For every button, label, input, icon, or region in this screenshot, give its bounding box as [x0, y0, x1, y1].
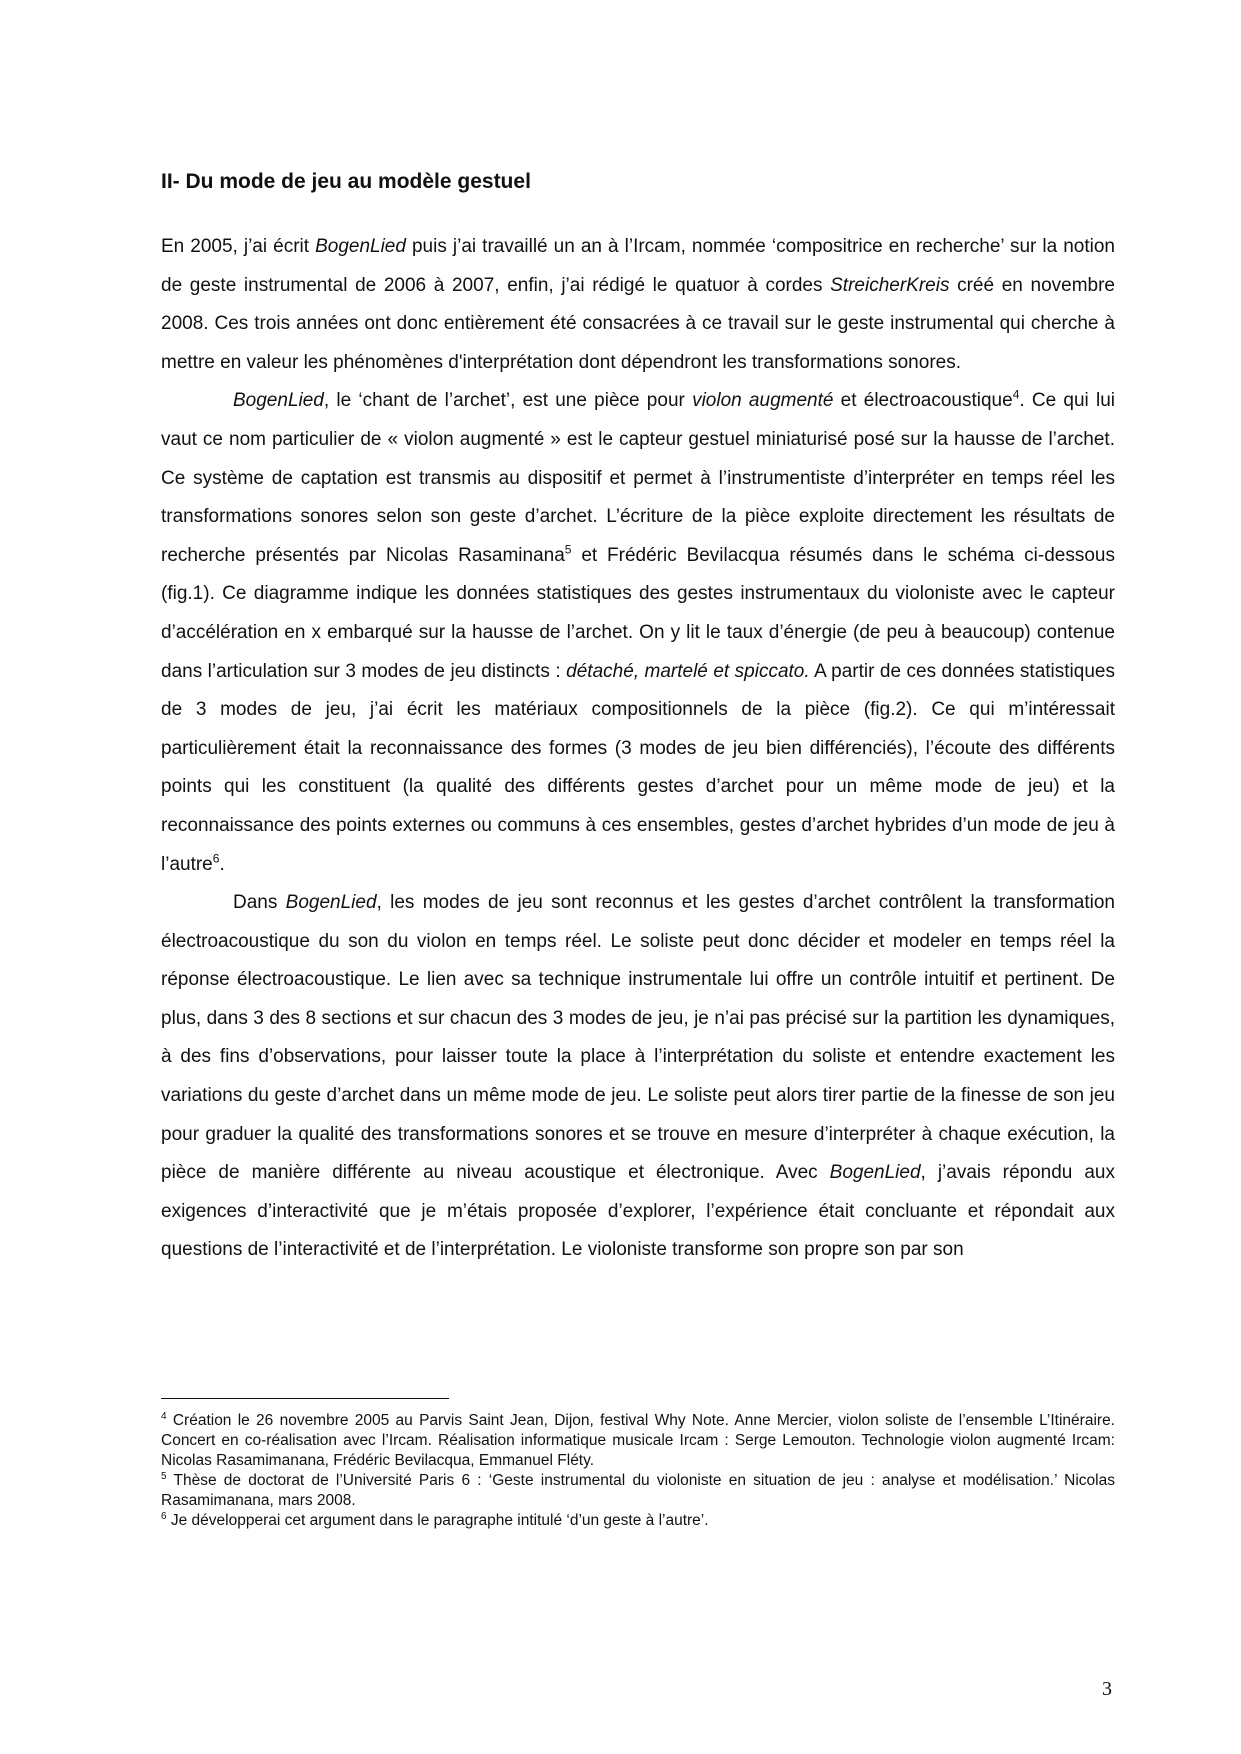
footnote-text: Thèse de doctorat de l’Université Paris 6 : ‘Geste instrumental du violoniste en situation de jeu : analyse et modélisation.’ Nicolas Rasamimanana, mars 2008.: [161, 1472, 1115, 1509]
text-run: et électroacoustique: [833, 390, 1013, 412]
text-run: et Frédéric Bevilacqua résumés dans le schéma ci-dessous (fig.1). Ce diagramme indique les données statistiques des gestes instrumentaux du violoniste avec le capteur d’accélération en x embarqué sur la hausse de l’archet. On y lit le taux d’énergie (de peu à beaucoup) contenue dans l’articulation sur 3 modes de jeu distincts :: [161, 544, 1115, 682]
text-run: En 2005, j’ai écrit: [161, 236, 316, 257]
text-run: . Ce qui lui vaut ce nom particulier de « violon augmenté » est le capteur gestuel miniaturisé posé sur la hausse de l’archet. Ce système de captation est transmis au dispositif et permet à l’instrumentiste d’interpréter en temps réel les transformations sonores selon son geste d’archet. L’écriture de la pièce exploite directement les résultats de recherche présentés par Nicolas Rasaminana: [161, 390, 1115, 566]
footnote-ref: 5: [564, 542, 572, 557]
footnote-number: 5: [161, 1470, 167, 1482]
italic-text: BogenLied: [315, 236, 406, 257]
italic-text: BogenLied: [233, 390, 324, 412]
footnote-4: [161, 1411, 1115, 1471]
main-content: [161, 168, 1115, 1270]
italic-text: BogenLied: [829, 1162, 921, 1184]
text-run: , le ‘chant de l’archet’, est une pièce pour: [323, 390, 693, 412]
paragraph-3: [161, 884, 1115, 1270]
footnotes: [161, 1398, 1115, 1531]
text-run: A partir de ces données statistiques de 3 modes de jeu, j’ai écrit les matériaux compositionnels de la pièce (fig.2). Ce qui m’intéressait particulièrement était la reconnaissance des formes (3 modes de jeu bien différenciés), l’écoute des différents points qui les constituent (la qualité des différents gestes d’archet pour un même mode de jeu) et la reconnaissance des points externes ou communs à ces ensembles, gestes d’archet hybrides d’un mode de jeu à l’autre: [161, 660, 1115, 875]
italic-text: violon augmenté: [692, 390, 834, 412]
footnote-text: Création le 26 novembre 2005 au Parvis Saint Jean, Dijon, festival Why Note. Anne Mercier, violon soliste de l’ensemble L’Itinéraire. Concert en co-réalisation avec l’Ircam. Réalisation informatique musicale Ircam : Serge Lemouton. Technologie violon augmenté Ircam: Nicolas Rasamimanana, Frédéric Bevilacqua, Emmanuel Fléty.: [161, 1412, 1115, 1469]
text-run: , les modes de jeu sont reconnus et les gestes d’archet contrôlent la transformation électroacoustique du son du violon en temps réel. Le soliste peut donc décider et modeler en temps réel la réponse électroacoustique. Le lien avec sa technique instrumentale lui offre un contrôle intuitif et pertinent. De plus, dans 3 des 8 sections et sur chacun des 3 modes de jeu, je n’ai pas précisé sur la partition les dynamiques, à des fins d’observations, pour laisser toute la place à l’interprétation du soliste et entendre exactement les variations du geste d’archet dans un même mode de jeu. Le soliste peut alors tirer partie de la finesse de son jeu pour graduer la qualité des transformations sonores et se trouve en mesure d’interpréter à chaque exécution, la pièce de manière différente au niveau acoustique et électronique. Avec: [161, 892, 1115, 1184]
section-heading: II- Du mode de jeu au modèle gestuel: [161, 170, 531, 193]
footnote-ref: 4: [1012, 388, 1020, 403]
italic-text: BogenLied: [285, 892, 377, 914]
text-run: Dans: [233, 892, 286, 914]
footnote-5: [161, 1471, 1115, 1511]
text-run: puis j’ai travaillé un an à l’Ircam, nommée ‘compositrice en recherche’ sur la notion de geste instrumental de 2006 à 2007, enfin, j’ai rédigé le quatuor à cordes: [161, 236, 1116, 296]
footnote-number: 4: [161, 1410, 167, 1422]
text-run: .: [219, 853, 225, 875]
text-run: créé en novembre 2008. Ces trois années ont donc entièrement été consacrées à ce travail sur le geste instrumental qui cherche à mettre en valeur les phénomènes d'interprétation dont dépendront les transformations sonores.: [161, 274, 1115, 373]
footnote-number: 6: [161, 1510, 167, 1522]
footnote-text: Je développerai cet argument dans le paragraphe intitulé ‘d’un geste à l’autre’.: [166, 1512, 709, 1529]
italic-text: détaché, martelé et spiccato.: [566, 660, 810, 682]
text-run: , j’avais répondu aux exigences d’interactivité que je m’étais proposée d’explorer, l’expérience était concluante et répondait aux questions de l’interactivité et de l’interprétation. Le violoniste transforme son propre son par son: [161, 1162, 1115, 1261]
footnote-6: [161, 1511, 1115, 1531]
footnote-ref: 6: [212, 851, 220, 866]
paragraph-1: [161, 228, 1115, 382]
italic-text: StreicherKreis: [830, 274, 950, 296]
page-number: 3: [1102, 1678, 1112, 1700]
footnote-separator: [161, 1398, 449, 1399]
paragraph-2: [161, 382, 1115, 884]
